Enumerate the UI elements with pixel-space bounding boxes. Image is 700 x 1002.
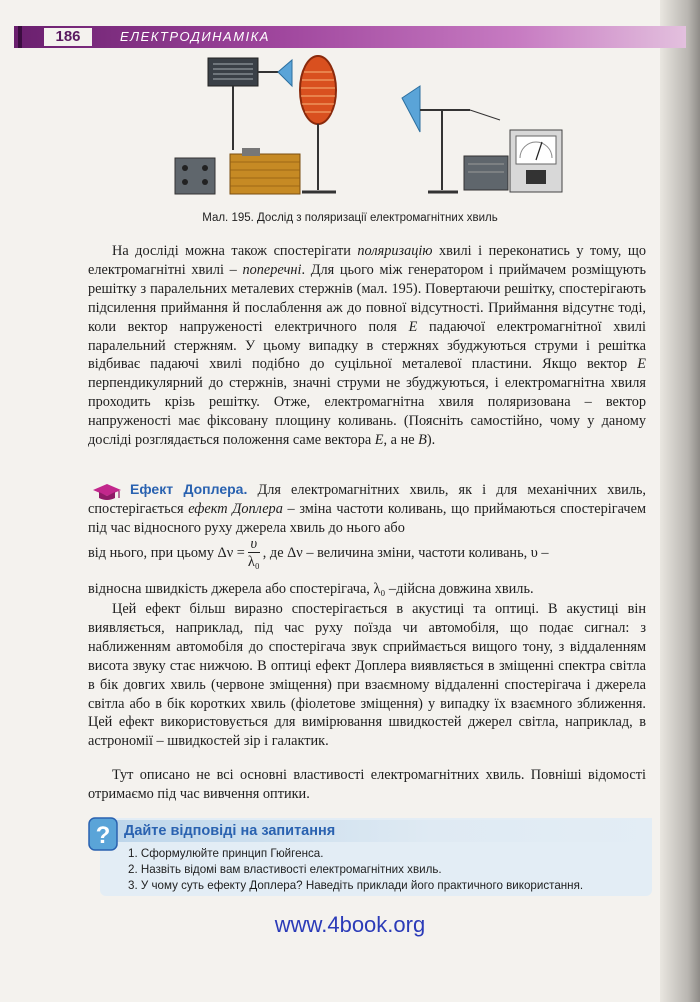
polarization-experiment-figure [170, 50, 610, 210]
page-header-band [14, 26, 686, 48]
receiver-apparatus [402, 86, 562, 192]
chapter-title: ЕЛЕКТРОДИНАМІКА [120, 29, 270, 44]
page-number: 186 [44, 28, 92, 46]
doppler-formula-line: від нього, при цьому Δν = $\frac{\upsilon}{\text{λ₀}}$ , де Δν – величина зміни, частоти коливань, υ – [88, 536, 549, 570]
page-edge-shadow [660, 0, 700, 1002]
doppler-heading: Ефект Доплера. [130, 481, 248, 497]
paragraph-doppler-cont: відносна швидкість джерела або спостерігача, λ₀ –дійсна довжина хвиль. [88, 581, 534, 597]
paragraph-polarization: На досліді можна також спостерігати поляризацію хвилі і переконатись у тому, що електромагнітні хвилі – поперечні. Для цього між генератором і приймачем розміщують решітку з паралельних металевих стержнів (мал. 195). Повертаючи решітку, спостерігають підсилення приймання й послаблення аж до повної відсутності. Приймання відсутнє тоді, коли вектор напруженості електричного поля E падаючої електромагнітної хвилі паралельний стержням. У цьому випадку в стержнях збуджуються струми і решітка відбиває падаючі хвилі подібно до суцільної металевої пластини. Якщо вектор E перпендикулярний до стержнів, значні струми не збуджуються, і електромагнітна хвиля проходить крізь решітку. Отже, електромагнітна хвиля поляризована – вектор напруженості має фіксовану площину коливань. (Поясніть самостійно, чому у даному досліді розглядається положення саме вектора E, а не B). [88, 243, 647, 449]
paragraph-doppler: Ефект Доплера. Для електромагнітних хвиль, як і для механічних хвиль, спостерігається ефект Доплера – зміна частоти коливань, що приймаються спостерігачем під час відносного руху джерела хвиль до нього або [88, 481, 646, 536]
header-tick [18, 26, 22, 48]
doppler-fraction: $\frac{\upsilon}{\text{λ₀}}$ [247, 536, 260, 570]
svg-text:?: ? [95, 822, 111, 849]
watermark-link[interactable]: www.4book.org [274, 912, 426, 937]
question-item: 2. Назвіть відомі вам властивості електромагнітних хвиль. [128, 863, 442, 876]
questions-list [128, 846, 648, 894]
metal-rod-grid [300, 56, 336, 192]
questions-title: Дайте відповіді на запитання [124, 823, 336, 839]
question-item: 3. У чому суть ефекту Доплера? Наведіть приклади його практичного використання. [128, 879, 584, 892]
question-item: 1. Сформулюйте принцип Гюйгенса. [128, 847, 324, 860]
paragraph-doppler-examples: Цей ефект більш виразно спостерігається в акустиці та оптиці. В акустиці він виявляється, наприклад, під час руху поїзда чи автомобіля, що подає сигнал: з наближенням автомобіля до спостерігача звук сприймається вищого тону, з віддаленням висота звуку стає нижчою. В оптиці ефект Доплера виявляється в зміщенні спектра світла в бік довгих хвиль (червоне зміщення) при взаємному віддаленні спостерігача і джерела світла або в бік коротких хвиль (фіолетове зміщення) у випадку їх взаємного зближення. Цей ефект використовується для вимірювання швидкостей джерел світла, наприклад, в астрономії – швидкостей зір і галактик. [88, 601, 646, 750]
generator-apparatus [175, 58, 300, 194]
question-mark-icon [88, 817, 118, 851]
figure-caption: Мал. 195. Дослід з поляризації електромагнітних хвиль [202, 212, 498, 224]
paragraph-summary: Тут описано не всі основні властивості електромагнітних хвиль. Повніші відомості отримаємо під час вивчення оптики. [88, 767, 646, 802]
